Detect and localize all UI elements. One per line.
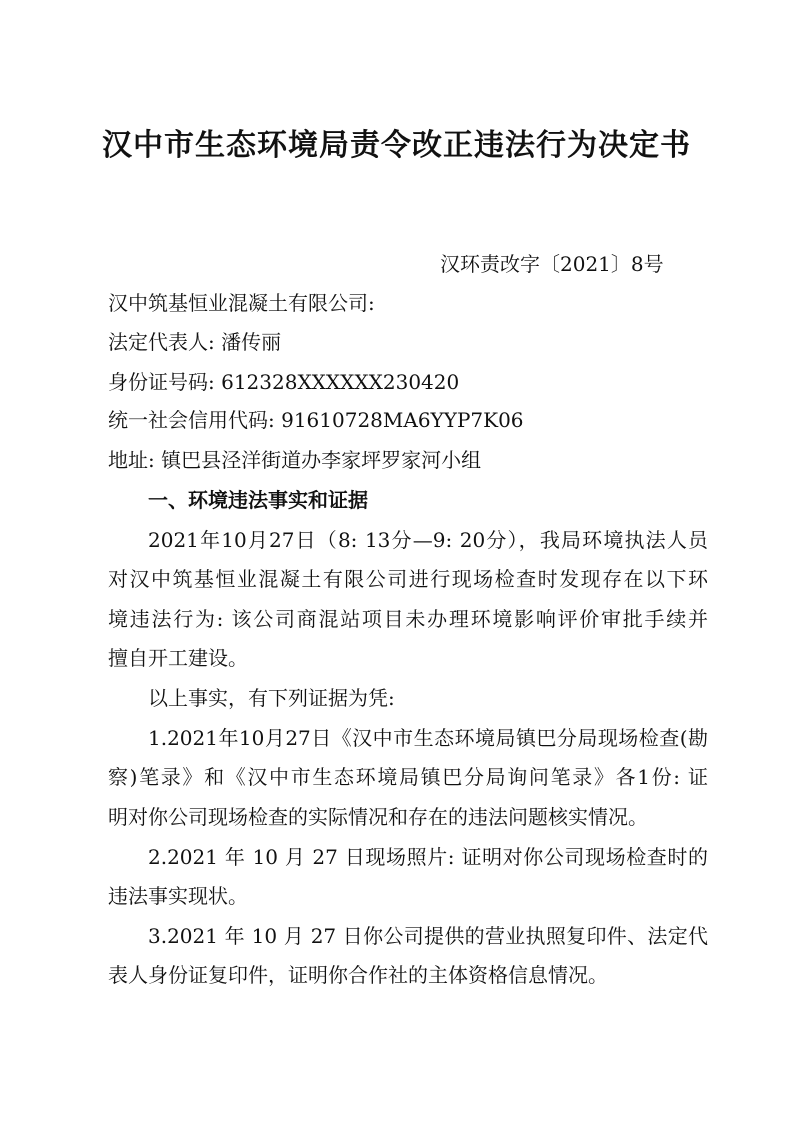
- id-number: 身份证号码: 612328XXXXXX230420: [108, 370, 460, 394]
- fact-paragraph-line: 对汉中筑基恒业混凝土有限公司进行现场检查时发现存在以下环: [108, 567, 708, 591]
- recipient-company: 汉中筑基恒业混凝土有限公司:: [108, 291, 375, 315]
- fact-paragraph-line: 擅自开工建设。: [108, 646, 248, 670]
- legal-representative: 法定代表人: 潘传丽: [108, 330, 282, 354]
- evidence-item-line: 1.2021年10月27日《汉中市生态环境局镇巴分局现场检查(勘: [148, 726, 708, 750]
- section-heading: 一、环境违法事实和证据: [148, 488, 368, 512]
- evidence-item-line: 明对你公司现场检查的实际情况和存在的违法问题核实情况。: [108, 805, 648, 829]
- evidence-item-line: 察)笔录》和《汉中市生态环境局镇巴分局询问笔录》各1份: 证: [108, 765, 708, 789]
- document-number: 汉环责改字〔2021〕8号: [440, 252, 664, 276]
- evidence-item-line: 3.2021 年 10 月 27 日你公司提供的营业执照复印件、法定代: [148, 924, 708, 948]
- fact-paragraph-line: 境违法行为: 该公司商混站项目未办理环境影响评价审批手续并: [108, 607, 708, 631]
- evidence-item-line: 2.2021 年 10 月 27 日现场照片: 证明对你公司现场检查时的: [148, 845, 708, 869]
- evidence-item-line: 表人身份证复印件，证明你合作社的主体资格信息情况。: [108, 963, 608, 987]
- document-title: 汉中市生态环境局责令改正违法行为决定书: [102, 128, 691, 163]
- evidence-item-line: 违法事实现状。: [108, 884, 248, 908]
- address: 地址: 镇巴县泾洋街道办李家坪罗家河小组: [108, 448, 482, 472]
- fact-paragraph-line: 2021年10月27日（8: 13分—9: 20分），我局环境执法人员: [148, 528, 708, 552]
- evidence-intro: 以上事实，有下列证据为凭:: [148, 686, 395, 710]
- credit-code: 统一社会信用代码: 91610728MA6YYP7K06: [108, 408, 524, 432]
